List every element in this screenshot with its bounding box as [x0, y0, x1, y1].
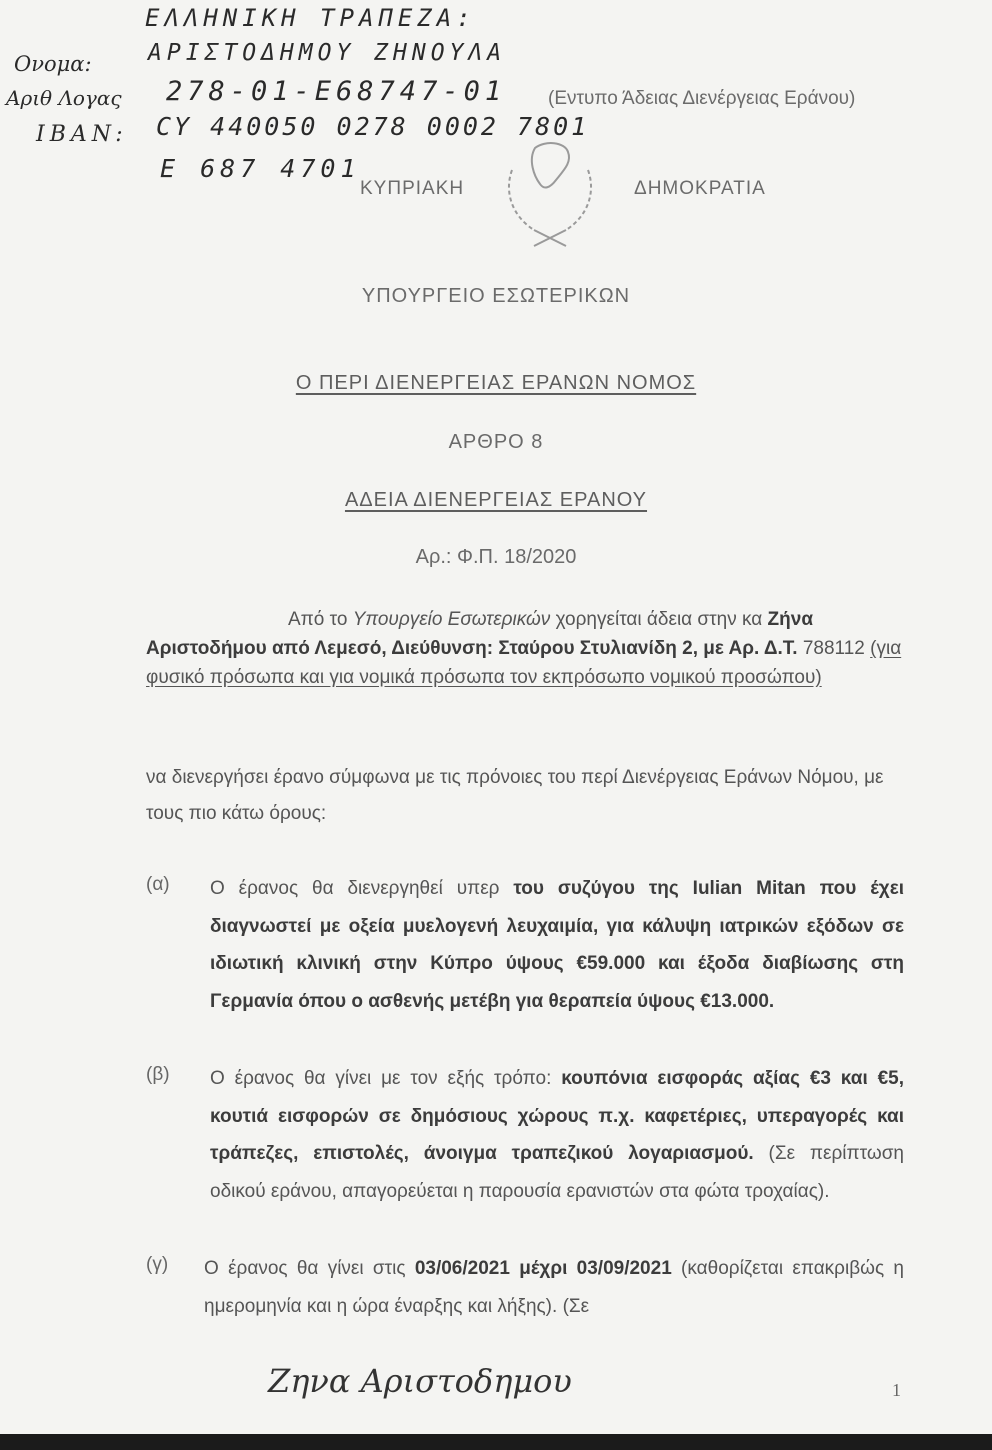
handwritten-name-label: Ονομα: — [14, 52, 92, 76]
bottom-bar — [0, 1434, 992, 1450]
article-title: ΑΡΘΡΟ 8 — [448, 431, 544, 453]
form-name: (Εντυπο Άδειας Διενέργειας Εράνου) — [548, 88, 856, 109]
conditions-intro: να διενεργήσει έρανο σύμφωνα με τις πρόνοιες του περί Διενέργειας Εράνων Νόμου, με τους πιο κάτω όρους: — [146, 767, 884, 824]
item-label-a: (α) — [146, 874, 170, 895]
handwritten-iban-line1: CY 440050 0278 0002 7801 — [156, 112, 590, 141]
handwritten-iban-line2: Ε 687 4701 — [160, 154, 361, 183]
item-label-c: (γ) — [146, 1254, 169, 1275]
handwritten-iban-label: IBAN: — [36, 122, 128, 147]
coat-of-arms-icon — [490, 130, 610, 250]
item-text-a: Ο έρανος θα διενεργηθεί υπερ του συζύγου της Iulian Mitan που έχει διαγνωστεί με οξεία μυελογενή λευχαιμία, για κάλυψη ιατρικών εξόδων σε ιδιωτική κλινική στην Κύπρο ύψους €59.000 και έξοδα διαβίωσης στη Γερμανία όπου ο ασθενής μετέβη για θεραπεία ύψους €13.000. — [210, 878, 905, 1012]
page-number: 1 — [892, 1380, 901, 1400]
country-left: ΚΥΠΡΙΑΚΗ — [360, 178, 465, 199]
reference-number: Αρ.: Φ.Π. 18/2020 — [415, 546, 577, 568]
law-title: Ο ΠΕΡΙ ΔΙΕΝΕΡΓΕΙΑΣ ΕΡΑΝΩΝ ΝΟΜΟΣ — [295, 372, 697, 394]
item-label-b: (β) — [146, 1064, 170, 1085]
handwritten-name-value: ΑΡΙΣΤΟΔΗΜΟΥ ΖΗΝΟΥΛΑ — [148, 40, 507, 66]
country-right: ΔΗΜΟΚΡΑΤΙΑ — [634, 178, 766, 199]
item-text-b: Ο έρανος θα γίνει με τον εξής τρόπο: κουπόνια εισφοράς αξίας €3 και €5, κουτιά εισφορών σε δημόσιους χώρους π.χ. καφετέριες, υπεραγορές και τράπεζες, επιστολές, άνοιγμα τραπεζικού λογαριασμού. (Σε περίπτωση οδικού εράνου, απαγορεύεται η παρουσία ερανιστών στα φώτα τροχαίας). — [210, 1068, 904, 1202]
handwritten-account-label: Αριθ Λογας — [6, 86, 122, 110]
intro-paragraph: Από το Υπουργείο Εσωτερικών χορηγείται άδεια στην κα Ζήνα Αριστοδήμου από Λεμεσό, Διεύθυνση: Σταύρου Στυλιανίδη 2, με Αρ. Δ.Τ. 788112 (για φυσικό πρόσωπα και για νομικά πρόσωπα τον εκπρόσωπο νομικού προσώπου) — [146, 609, 902, 688]
handwritten-account-value: 278-01-Ε68747-01 — [166, 76, 507, 107]
ministry-name: ΥΠΟΥΡΓΕΙΟ ΕΣΩΤΕΡΙΚΩΝ — [361, 285, 631, 307]
signature: Ζηνα Αριστοδημου — [268, 1362, 572, 1400]
license-title: ΑΔΕΙΑ ΔΙΕΝΕΡΓΕΙΑΣ ΕΡΑΝΟΥ — [344, 489, 648, 511]
handwritten-bank-label: ΕΛΛΗΝΙΚΗ ΤΡΑΠΕΖΑ: — [145, 4, 476, 32]
item-text-c: Ο έρανος θα γίνει στις 03/06/2021 μέχρι 03/09/2021 (καθορίζεται επακριβώς η ημερομηνία και η ώρα έναρξης και λήξης). (Σε — [204, 1258, 904, 1317]
